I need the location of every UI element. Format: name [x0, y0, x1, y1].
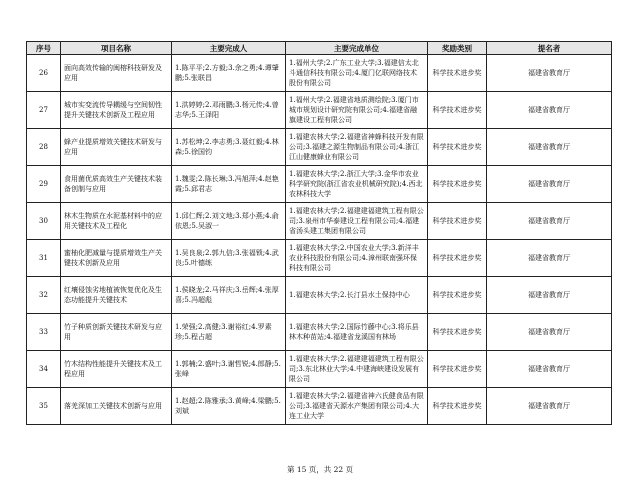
table-row: [27, 55, 612, 92]
row-category: 科学技术进步奖: [428, 277, 487, 314]
row-category: 科学技术进步奖: [428, 92, 487, 129]
row-seq: 35: [27, 388, 61, 425]
row-contributors: 1.吴良泉;2.郭九信;3.张福锁;4.武良;5.叶德练: [172, 240, 286, 277]
row-nominator: 福建省教育厅: [487, 314, 612, 351]
row-seq: 34: [27, 351, 61, 388]
row-seq: 28: [27, 129, 61, 166]
row-contributors: 1.侯晓龙;2.马祥庆;3.岳辉;4.张厚喜;5.冯超彪: [172, 277, 286, 314]
row-nominator: 福建省教育厅: [487, 388, 612, 425]
header-award-category: 奖励类别: [428, 42, 487, 55]
table-row: [27, 351, 612, 388]
row-project-name: 食用菌优质高效生产关键技术装备创制与应用: [61, 166, 172, 203]
row-category: 科学技术进步奖: [428, 203, 487, 240]
table-row: [27, 129, 612, 166]
row-units: 1.福建农林大学;2.浙江大学;3.金华市农业科学研究院(浙江省农业机械研究院);4.西北农林科技大学: [286, 166, 428, 203]
page-number-footer: 第 15 页，共 22 页: [286, 465, 354, 474]
row-project-name: 城市实变流传导耦缓与空间韧性提升关键技术创新及工程应用: [61, 92, 172, 129]
row-contributors: 1.魏雯;2.陈长琳;3.冯旭萍;4.赵艳霞;5.邱君志: [172, 166, 286, 203]
table-row: [27, 203, 612, 240]
row-contributors: 1.邱仁辉;2.刘文地;3.郑小燕;4.俞依恩;5.吴淑一: [172, 203, 286, 240]
header-main-units: 主要完成单位: [286, 42, 428, 55]
row-project-name: 面向高效传输的闽榕科技研发及应用: [61, 55, 172, 92]
row-contributors: 1.苏松坤;2.李志勇;3.聂红毅;4.林森;5.徐国钧: [172, 129, 286, 166]
row-units: 1.福建农林大学;2.国际竹藤中心;3.将乐县林木种苗站;4.福建省龙溪国有林场: [286, 314, 428, 351]
row-nominator: 福建省教育厅: [487, 203, 612, 240]
table-row: [27, 277, 612, 314]
row-units: 1.福建农林大学;2.福建建福建筑工程有限公司;3.泉州市华泰建设工程有限公司;4.福建省汤头建工集团有限公司: [286, 203, 428, 240]
row-contributors: 1.陈平平;2.方毅;3.余之勇;4.谭肇鹏;5.张联昌: [172, 55, 286, 92]
row-contributors: 1.郭楠;2.盛叶;3.谢哲锐;4.郎静;5.张峰: [172, 351, 286, 388]
row-category: 科学技术进步奖: [428, 388, 487, 425]
row-project-name: 蜂产业提质增效关键技术研发与应用: [61, 129, 172, 166]
awards-table: [26, 41, 612, 425]
header-project-name: 项目名称: [61, 42, 172, 55]
row-nominator: 福建省教育厅: [487, 351, 612, 388]
table-header-row: [27, 42, 612, 55]
table-row: [27, 166, 612, 203]
row-nominator: 福建省教育厅: [487, 55, 612, 92]
row-category: 科学技术进步奖: [428, 351, 487, 388]
row-project-name: 落羌深加工关键技术创新与应用: [61, 388, 172, 425]
row-category: 科学技术进步奖: [428, 166, 487, 203]
row-seq: 33: [27, 314, 61, 351]
row-project-name: 林木生物质在水泥基材料中的应用关键技术及工程化: [61, 203, 172, 240]
row-seq: 29: [27, 166, 61, 203]
row-seq: 32: [27, 277, 61, 314]
row-project-name: 竹木结构性能提升关键技术及工程应用: [61, 351, 172, 388]
row-seq: 30: [27, 203, 61, 240]
row-contributors: 1.洪婷婷;2.邓雨鹏;3.杨元传;4.曾志华;5.王泽阳: [172, 92, 286, 129]
row-nominator: 福建省教育厅: [487, 277, 612, 314]
row-nominator: 福建省教育厅: [487, 129, 612, 166]
table-row: [27, 92, 612, 129]
header-seq: 序号: [27, 42, 61, 55]
row-category: 科学技术进步奖: [428, 129, 487, 166]
row-seq: 31: [27, 240, 61, 277]
row-category: 科学技术进步奖: [428, 240, 487, 277]
row-units: 1.福建农林大学;2.福建建福建筑工程有限公司;3.东北林业大学;4.中建海峡建设发展有限公司: [286, 351, 428, 388]
header-nominator: 提名者: [487, 42, 612, 55]
table-row: [27, 314, 612, 351]
row-project-name: 红壤侵蚀劣地植被恢复优化及生态功能提升关键技术: [61, 277, 172, 314]
row-nominator: 福建省教育厅: [487, 240, 612, 277]
row-nominator: 福建省教育厅: [487, 92, 612, 129]
row-category: 科学技术进步奖: [428, 314, 487, 351]
row-units: 1.福建农林大学;2.福建省神蜂科技开发有限公司;3.福建之源生物制品有限公司;4.浙江江山健康蜂业有限公司: [286, 129, 428, 166]
row-project-name: 蜜柚化肥减量与提质增效生产关键技术创新及应用: [61, 240, 172, 277]
row-units: 1.福建农林大学;2.福建省神六氏健食品有限公司;3.福建省天源水产集团有限公司;4.大连工业大学: [286, 388, 428, 425]
row-seq: 26: [27, 55, 61, 92]
table-row: [27, 388, 612, 425]
row-contributors: 1.赵超;2.陈雅承;3.黄峰;4.梁鹏;5.刘斌: [172, 388, 286, 425]
row-category: 科学技术进步奖: [428, 55, 487, 92]
row-seq: 27: [27, 92, 61, 129]
table-row: [27, 240, 612, 277]
row-units: 1.福建农林大学;2.中国农业大学;3.新洋丰农业科技股份有限公司;4.漳州联南强环保科技有限公司: [286, 240, 428, 277]
row-nominator: 福建省教育厅: [487, 166, 612, 203]
row-project-name: 竹子种质创新关键技术研发与应用: [61, 314, 172, 351]
row-units: 1.福建农林大学;2.长汀县水土保持中心: [286, 277, 428, 314]
row-contributors: 1.荣强;2.高健;3.谢裕红;4.罗素珍;5.程占超: [172, 314, 286, 351]
row-units: 1.福州大学;2.福建省地质测绘院;3.厦门市城市规划设计研究院有限公司;4.福建省融旗建设工程有限公司: [286, 92, 428, 129]
row-units: 1.福州大学;2.广东工业大学;3.福建信太北斗通信科技有限公司;4.厦门亿联网络技术股份有限公司: [286, 55, 428, 92]
header-main-contributors: 主要完成人: [172, 42, 286, 55]
